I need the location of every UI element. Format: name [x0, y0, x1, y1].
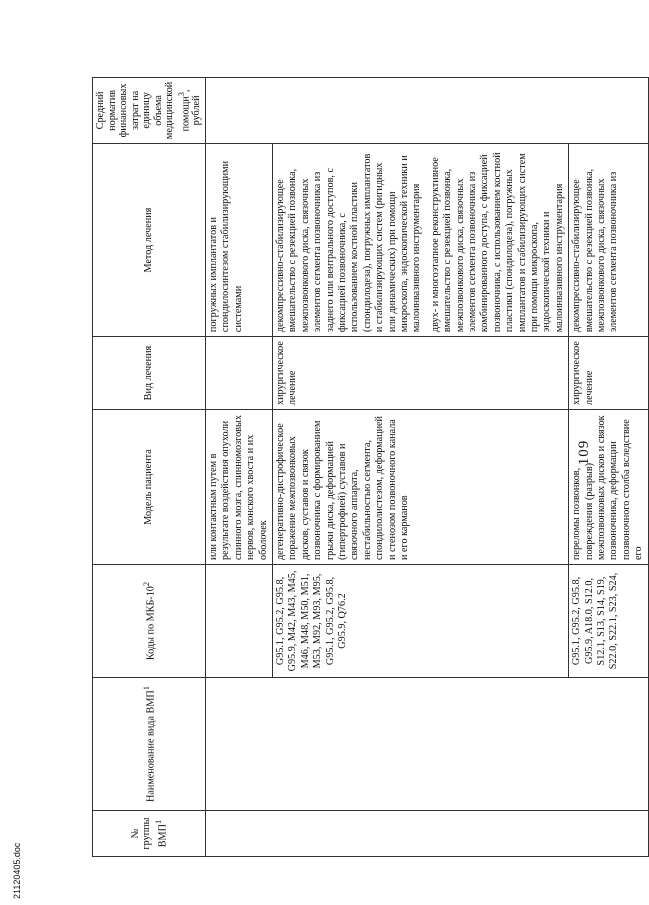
header-icd-codes: Коды по МКБ-$10^2$	[93, 565, 206, 678]
cell-codes: G95.1, G95.2, G95.8, G95.9, A18.0, S12.0, S12.1, S13, S14, S19, S22.0, S22.1, S23, S24,	[569, 565, 648, 678]
cell-method	[272, 144, 568, 337]
cell-method: декомпрессивно-стабилизирующее вмешательство с резекцией позвонка, межпозвонкового диска, связочных элементов сегмента позвоночника из	[569, 144, 648, 337]
cell-codes: G95.1, G95.2, G95.8, G95.9, M42, M43, M45, M46, M48, M50, M51, M53, M92, M93, M95, G95.1, G95.2, G95.8, G95.9, Q76.2	[272, 565, 568, 678]
cell-name	[205, 678, 648, 811]
cell-group	[205, 811, 648, 857]
cell-type: хирургическое лечение	[569, 337, 648, 410]
cell-model: или контактным путем в результате воздействия опухоли спинного мозга, спинномозговых нервов, конского хвоста и их оболочек	[205, 410, 272, 565]
page-number: 109	[576, 439, 592, 466]
cell-codes	[205, 565, 272, 678]
header-group-number: № группы ВМП$^1$	[93, 811, 206, 857]
header-financial-norm: Средний норматив финансовых затрат на единицу объема медицинской помощи$^3$, рублей	[93, 77, 206, 143]
treatment-table	[92, 77, 649, 857]
header-treatment-method: Метод лечения	[93, 144, 206, 337]
cell-norm	[205, 77, 648, 143]
header-treatment-type: Вид лечения	[93, 337, 206, 410]
table-header-row	[93, 77, 206, 856]
cell-model: дегенеративно-дистрофическое поражение межпозвонковых дисков, суставов и связок позвоночника с формированием грыжи диска, деформацией (гипертрофией) суставов и связочного аппарата, нестабильностью сегмента, спондилолистезом, деформацией и стенозом позвоночного канала и его карманов	[272, 410, 568, 565]
cell-method: погружных имплантатов и спондилосинтезом стабилизирующими системами	[205, 144, 272, 337]
cell-type	[205, 337, 272, 410]
header-vmp-name: Наименование вида ВМП$^1$	[93, 678, 206, 811]
document-id: 21120405.doc	[12, 842, 22, 899]
cell-model: переломы позвонков, повреждения (разрыв) межпозвонковых дисков и связок позвоночника, деформации позвоночного столба вследствие его	[569, 410, 648, 565]
cell-type: хирургическое лечение	[272, 337, 568, 410]
method-paragraph: декомпрессивно-стабилизирующее вмешательство с резекцией позвонка, межпозвонкового диска, связочных элементов сегмента позвоночника из заднего или вентрального доступов, с фиксацией позвоночника, с использованием костной пластики (спондилодеза), погружных имплантатов и стабилизирующих систем (ригидных или динамических) при помощи микроскопа, эндоскопической техники и малоинвазивного инструментария	[274, 153, 423, 333]
table-row	[205, 77, 272, 856]
header-patient-model: Модель пациента	[93, 410, 206, 565]
method-paragraph: двух- и многоэтапное реконструктивное вмешательство с резекцией позвонка, межпозвонкового диска, связочных элементов сегмента позвоночника из комбинированного доступа, с фиксацией позвоночника, с использованием костной пластики (спондилодеза), погружных имплантатов и стабилизирующих систем при помощи микроскопа, эндоскопической техники и малоинвазивного инструментария	[429, 152, 565, 333]
